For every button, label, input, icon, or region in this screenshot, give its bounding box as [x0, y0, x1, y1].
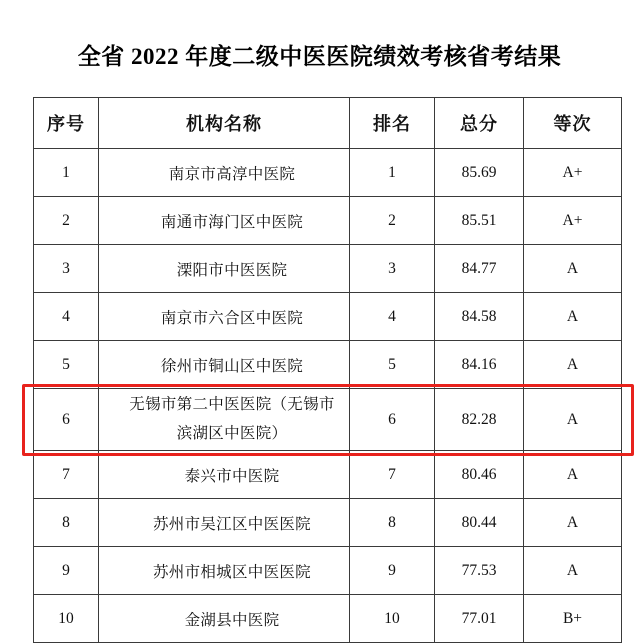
cell-institution [99, 451, 350, 499]
results-table-container [33, 97, 606, 643]
table-row [34, 341, 622, 389]
cell-grade: A [524, 451, 622, 499]
cell-index: 2 [34, 197, 99, 245]
cell-index: 4 [34, 293, 99, 341]
cell-grade: A [524, 547, 622, 595]
table-row [34, 197, 622, 245]
cell-score: 85.51 [435, 197, 524, 245]
cell-score: 77.53 [435, 547, 524, 595]
cell-grade: A [524, 499, 622, 547]
cell-institution [99, 149, 350, 197]
cell-institution [99, 595, 350, 643]
cell-rank: 10 [350, 595, 435, 643]
table-header [34, 98, 622, 149]
page-title: 全省 2022 年度二级中医医院绩效考核省考结果 [77, 44, 562, 69]
cell-grade: A [524, 341, 622, 389]
cell-index: 7 [34, 451, 99, 499]
table-row [34, 595, 622, 643]
column-header-institution: 机构名称 [99, 98, 350, 149]
cell-institution [99, 499, 350, 547]
cell-index: 3 [34, 245, 99, 293]
cell-grade: A+ [524, 149, 622, 197]
cell-index: 1 [34, 149, 99, 197]
institution-name-line: 泰兴市中医院 [184, 467, 280, 485]
cell-grade: B+ [524, 595, 622, 643]
cell-rank: 5 [350, 341, 435, 389]
cell-rank: 3 [350, 245, 435, 293]
table-row [34, 245, 622, 293]
cell-score: 80.44 [435, 499, 524, 547]
institution-name-line: 南京市高淳中医院 [168, 165, 296, 183]
institution-name-line: 金湖县中医院 [184, 611, 280, 629]
cell-score: 84.16 [435, 341, 524, 389]
cell-institution [99, 389, 350, 451]
cell-grade: A [524, 389, 622, 451]
cell-score: 84.77 [435, 245, 524, 293]
table-row [34, 451, 622, 499]
cell-index: 6 [34, 389, 99, 451]
table-header-row [34, 98, 622, 149]
column-header-grade: 等次 [524, 98, 622, 149]
cell-institution [99, 293, 350, 341]
cell-grade: A+ [524, 197, 622, 245]
table-row [34, 499, 622, 547]
institution-name-line: 溧阳市中医医院 [176, 261, 288, 279]
cell-index: 9 [34, 547, 99, 595]
cell-rank: 4 [350, 293, 435, 341]
column-header-rank: 排名 [350, 98, 435, 149]
institution-name-line: 徐州市铜山区中医院 [160, 357, 304, 375]
column-header-score: 总分 [435, 98, 524, 149]
cell-index: 5 [34, 341, 99, 389]
cell-rank: 7 [350, 451, 435, 499]
results-table [33, 97, 622, 643]
cell-rank: 8 [350, 499, 435, 547]
table-body [34, 149, 622, 643]
cell-score: 77.01 [435, 595, 524, 643]
table-row [34, 293, 622, 341]
cell-rank: 2 [350, 197, 435, 245]
institution-name-line: 南通市海门区中医院 [160, 213, 304, 231]
institution-name-line: 南京市六合区中医院 [160, 309, 304, 327]
cell-score: 80.46 [435, 451, 524, 499]
cell-index: 10 [34, 595, 99, 643]
cell-institution [99, 547, 350, 595]
cell-rank: 9 [350, 547, 435, 595]
cell-rank: 1 [350, 149, 435, 197]
cell-institution [99, 197, 350, 245]
cell-score: 82.28 [435, 389, 524, 451]
cell-score: 84.58 [435, 293, 524, 341]
table-row [34, 547, 622, 595]
cell-index: 8 [34, 499, 99, 547]
cell-score: 85.69 [435, 149, 524, 197]
table-row-highlighted [34, 389, 622, 451]
institution-name-line: 苏州市相城区中医医院 [152, 563, 311, 581]
cell-rank: 6 [350, 389, 435, 451]
cell-grade: A [524, 245, 622, 293]
cell-institution [99, 245, 350, 293]
column-header-index: 序号 [34, 98, 99, 149]
institution-name-line: 滨湖区中医院） [176, 424, 288, 442]
institution-name-line: 无锡市第二中医医院（无锡市 [129, 396, 335, 413]
cell-grade: A [524, 293, 622, 341]
institution-name-line: 苏州市吴江区中医医院 [152, 515, 311, 533]
cell-institution [99, 341, 350, 389]
table-row [34, 149, 622, 197]
